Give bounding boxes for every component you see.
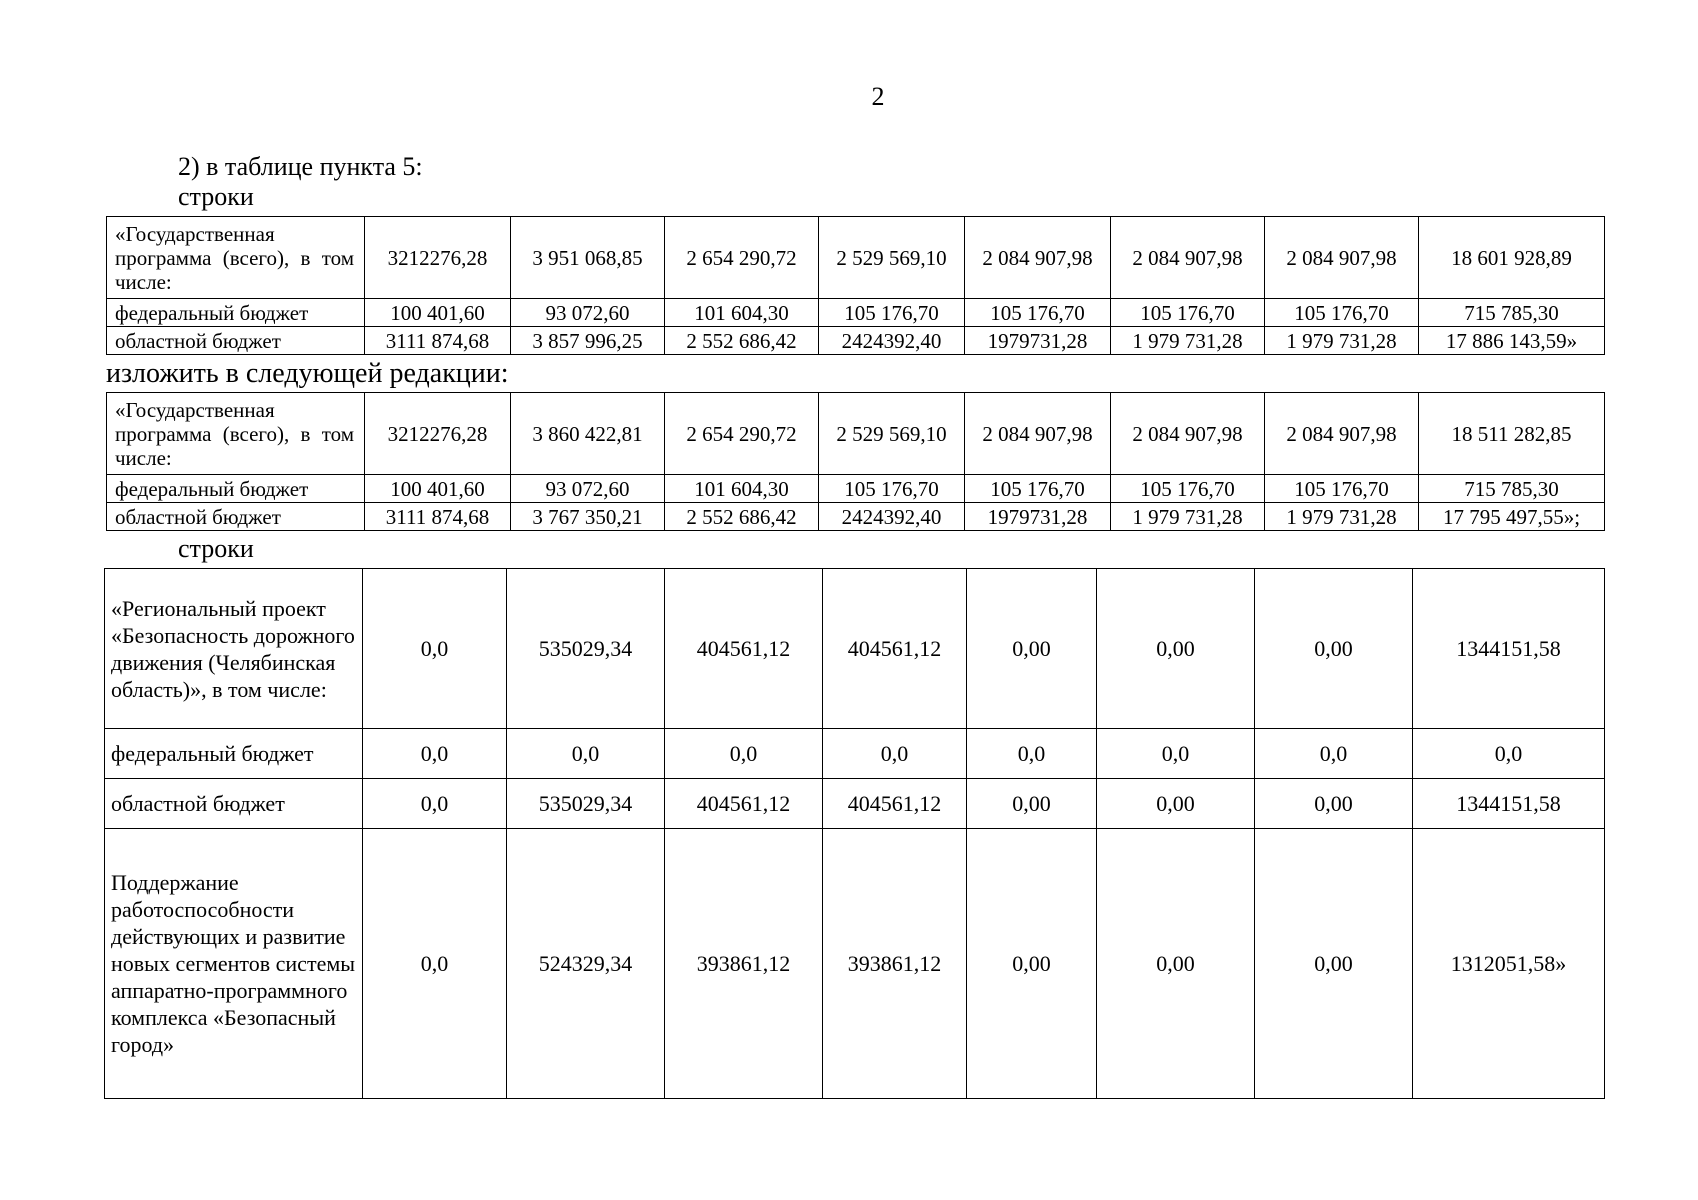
value-cell: 101 604,30 xyxy=(665,299,819,327)
value-cell: 2 084 907,98 xyxy=(1265,393,1419,475)
value-cell: 18 511 282,85 xyxy=(1419,393,1605,475)
value-cell: 2 654 290,72 xyxy=(665,393,819,475)
value-cell: 0,0 xyxy=(1413,729,1605,779)
intro-text: 2) в таблице пункта 5: xyxy=(178,152,423,181)
value-cell: 105 176,70 xyxy=(819,299,965,327)
table-row xyxy=(105,569,1605,729)
table-row xyxy=(107,503,1605,531)
value-cell: 2 084 907,98 xyxy=(1265,217,1419,299)
replace-label: изложить в следующей редакции: xyxy=(106,358,509,389)
value-cell: 404561,12 xyxy=(823,779,967,829)
value-cell: 2 529 569,10 xyxy=(819,217,965,299)
value-cell: 2 084 907,98 xyxy=(1111,217,1265,299)
value-cell: 1979731,28 xyxy=(965,503,1111,531)
table-row xyxy=(107,217,1605,299)
value-cell: 3 857 996,25 xyxy=(511,327,665,355)
value-cell: 1312051,58» xyxy=(1413,829,1605,1099)
value-cell: 2 552 686,42 xyxy=(665,503,819,531)
value-cell: 404561,12 xyxy=(665,569,823,729)
table-regional-project xyxy=(104,568,1605,1099)
value-cell: 3212276,28 xyxy=(365,393,511,475)
value-cell: 715 785,30 xyxy=(1419,299,1605,327)
value-cell: 2 552 686,42 xyxy=(665,327,819,355)
row-label: Поддержание работоспособности действующих и развитие новых сегментов системы аппаратно-программного комплекса «Безопасный город» xyxy=(105,829,363,1099)
value-cell: 0,00 xyxy=(967,779,1097,829)
row-label: федеральный бюджет xyxy=(107,475,365,503)
value-cell: 393861,12 xyxy=(665,829,823,1099)
value-cell: 715 785,30 xyxy=(1419,475,1605,503)
value-cell: 524329,34 xyxy=(507,829,665,1099)
row-label: областной бюджет xyxy=(105,779,363,829)
value-cell: 3111 874,68 xyxy=(365,503,511,531)
table-row xyxy=(105,729,1605,779)
page-number: 2 xyxy=(871,82,885,111)
value-cell: 1 979 731,28 xyxy=(1111,503,1265,531)
value-cell: 17 886 143,59» xyxy=(1419,327,1605,355)
value-cell: 0,0 xyxy=(967,729,1097,779)
value-cell: 0,0 xyxy=(1255,729,1413,779)
table-old-edition xyxy=(106,216,1605,355)
table-row xyxy=(107,327,1605,355)
value-cell: 2424392,40 xyxy=(819,327,965,355)
value-cell: 0,00 xyxy=(1255,829,1413,1099)
value-cell: 0,00 xyxy=(1255,569,1413,729)
value-cell: 1979731,28 xyxy=(965,327,1111,355)
value-cell: 93 072,60 xyxy=(511,299,665,327)
value-cell: 0,0 xyxy=(363,779,507,829)
value-cell: 101 604,30 xyxy=(665,475,819,503)
row-label: «Государственная программа (всего), в том числе: xyxy=(107,393,365,475)
value-cell: 1 979 731,28 xyxy=(1111,327,1265,355)
value-cell: 393861,12 xyxy=(823,829,967,1099)
table-row xyxy=(107,475,1605,503)
value-cell: 100 401,60 xyxy=(365,475,511,503)
value-cell: 0,00 xyxy=(1097,829,1255,1099)
value-cell: 2 084 907,98 xyxy=(965,393,1111,475)
value-cell: 535029,34 xyxy=(507,569,665,729)
value-cell: 1 979 731,28 xyxy=(1265,503,1419,531)
row-label: «Региональный проект «Безопасность дорожного движения (Челябинская область)», в том числе: xyxy=(105,569,363,729)
value-cell: 17 795 497,55»; xyxy=(1419,503,1605,531)
value-cell: 3 860 422,81 xyxy=(511,393,665,475)
value-cell: 1344151,58 xyxy=(1413,779,1605,829)
value-cell: 3111 874,68 xyxy=(365,327,511,355)
value-cell: 105 176,70 xyxy=(965,299,1111,327)
value-cell: 0,0 xyxy=(363,829,507,1099)
value-cell: 0,0 xyxy=(363,569,507,729)
value-cell: 105 176,70 xyxy=(965,475,1111,503)
row-label: федеральный бюджет xyxy=(107,299,365,327)
value-cell: 2 084 907,98 xyxy=(1111,393,1265,475)
value-cell: 0,0 xyxy=(665,729,823,779)
value-cell: 3212276,28 xyxy=(365,217,511,299)
value-cell: 93 072,60 xyxy=(511,475,665,503)
value-cell: 1344151,58 xyxy=(1413,569,1605,729)
table-row xyxy=(105,779,1605,829)
row-label: «Государственная программа (всего), в том числе: xyxy=(107,217,365,299)
table-row xyxy=(105,829,1605,1099)
value-cell: 3 767 350,21 xyxy=(511,503,665,531)
value-cell: 18 601 928,89 xyxy=(1419,217,1605,299)
row-label: областной бюджет xyxy=(107,503,365,531)
value-cell: 535029,34 xyxy=(507,779,665,829)
value-cell: 0,0 xyxy=(823,729,967,779)
table-new-edition xyxy=(106,392,1605,531)
value-cell: 105 176,70 xyxy=(819,475,965,503)
value-cell: 0,00 xyxy=(1097,779,1255,829)
table-row xyxy=(107,299,1605,327)
value-cell: 0,0 xyxy=(1097,729,1255,779)
value-cell: 2 654 290,72 xyxy=(665,217,819,299)
value-cell: 0,00 xyxy=(1255,779,1413,829)
row-label: федеральный бюджет xyxy=(105,729,363,779)
value-cell: 105 176,70 xyxy=(1265,299,1419,327)
value-cell: 105 176,70 xyxy=(1111,299,1265,327)
value-cell: 105 176,70 xyxy=(1265,475,1419,503)
value-cell: 100 401,60 xyxy=(365,299,511,327)
value-cell: 1 979 731,28 xyxy=(1265,327,1419,355)
value-cell: 2 529 569,10 xyxy=(819,393,965,475)
rows-label-2: строки xyxy=(178,534,254,563)
value-cell: 0,0 xyxy=(507,729,665,779)
value-cell: 3 951 068,85 xyxy=(511,217,665,299)
value-cell: 2424392,40 xyxy=(819,503,965,531)
value-cell: 404561,12 xyxy=(823,569,967,729)
value-cell: 2 084 907,98 xyxy=(965,217,1111,299)
value-cell: 0,00 xyxy=(1097,569,1255,729)
value-cell: 0,0 xyxy=(363,729,507,779)
rows-label-1: строки xyxy=(178,182,254,211)
value-cell: 105 176,70 xyxy=(1111,475,1265,503)
value-cell: 0,00 xyxy=(967,829,1097,1099)
row-label: областной бюджет xyxy=(107,327,365,355)
value-cell: 0,00 xyxy=(967,569,1097,729)
table-row xyxy=(107,393,1605,475)
value-cell: 404561,12 xyxy=(665,779,823,829)
